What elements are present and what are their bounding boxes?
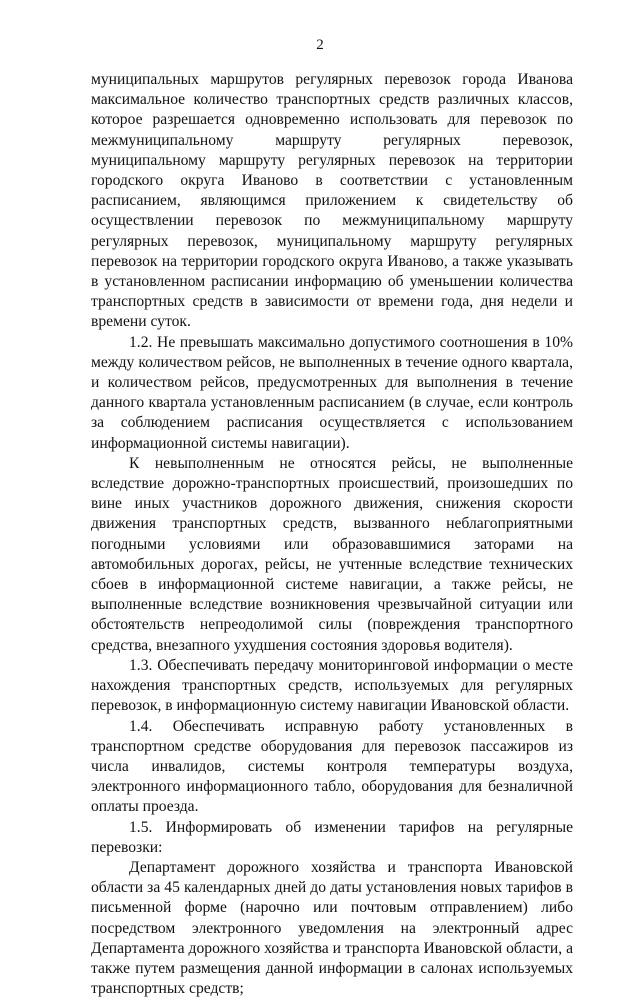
- paragraph-department-notice: Департамент дорожного хозяйства и транспорта Ивановской области за 45 календарных дней до даты установления новых тарифов в письменной форме (нарочно или почтовым отправлением) либо посредством электронного уведомления на электронный адрес Департамента дорожного хозяйства и транспорта Ивановской области, а также путем размещения данной информации в салонах используемых транспортных средств;: [91, 858, 573, 998]
- page-number: 2: [316, 37, 324, 53]
- paragraph-clause-1-3: 1.3. Обеспечивать передачу мониторинговой информации о месте нахождения транспортных средств, используемых для регулярных перевозок, в информационную систему навигации Ивановской области.: [91, 656, 573, 715]
- paragraph-clause-1-4: 1.4. Обеспечивать исправную работу установленных в транспортном средстве оборудования для перевозок пассажиров из числа инвалидов, системы контроля температуры воздуха, электронного информационного табло, оборудования для безналичной оплаты проезда.: [91, 717, 573, 816]
- paragraph-continuation: муниципальных маршрутов регулярных перевозок города Иванова максимальное количество транспортных средств различных классов, которое разрешается одновременно использовать для перевозок по межмуниципальному маршруту регулярных перевозок, муниципальному маршруту регулярных перевозок на территории городского округа Иваново в соответствии с установленным расписанием, являющимся приложением к свидетельству об осуществлении перевозок по межмуниципальному маршруту регулярных перевозок, муниципальному маршруту регулярных перевозок на территории городского округа Иваново, а также указывать в установленном расписании информацию об уменьшении количества транспортных средств в зависимости от времени года, дня недели и времени суток.: [91, 71, 573, 331]
- document-body: [91, 70, 573, 999]
- paragraph-clause-1-2: 1.2. Не превышать максимально допустимого соотношения в 10% между количеством рейсов, не выполненных в течение одного квартала, и количеством рейсов, предусмотренных для выполнения в течение данного квартала установленным расписанием (в случае, если контроль за соблюдением расписания осуществляется с использованием информационной системы навигации).: [91, 333, 573, 452]
- paragraph-clause-1-5: 1.5. Информировать об изменении тарифов на регулярные перевозки:: [91, 818, 573, 856]
- paragraph-unfulfilled-trips: К невыполненным не относятся рейсы, не выполненные вследствие дорожно-транспортных происшествий, произошедших по вине иных участников дорожного движения, снижения скорости движения транспортных средств, вызванного неблагоприятными погодными условиями или образовавшимися заторами на автомобильных дорогах, рейсы, не учтенные вследствие технических сбоев в информационной системе навигации, а также рейсы, не выполненные вследствие возникновения чрезвычайной ситуации или обстоятельств непреодолимой силы (повреждения транспортного средства, внезапного ухудшения состояния здоровья водителя).: [91, 454, 573, 654]
